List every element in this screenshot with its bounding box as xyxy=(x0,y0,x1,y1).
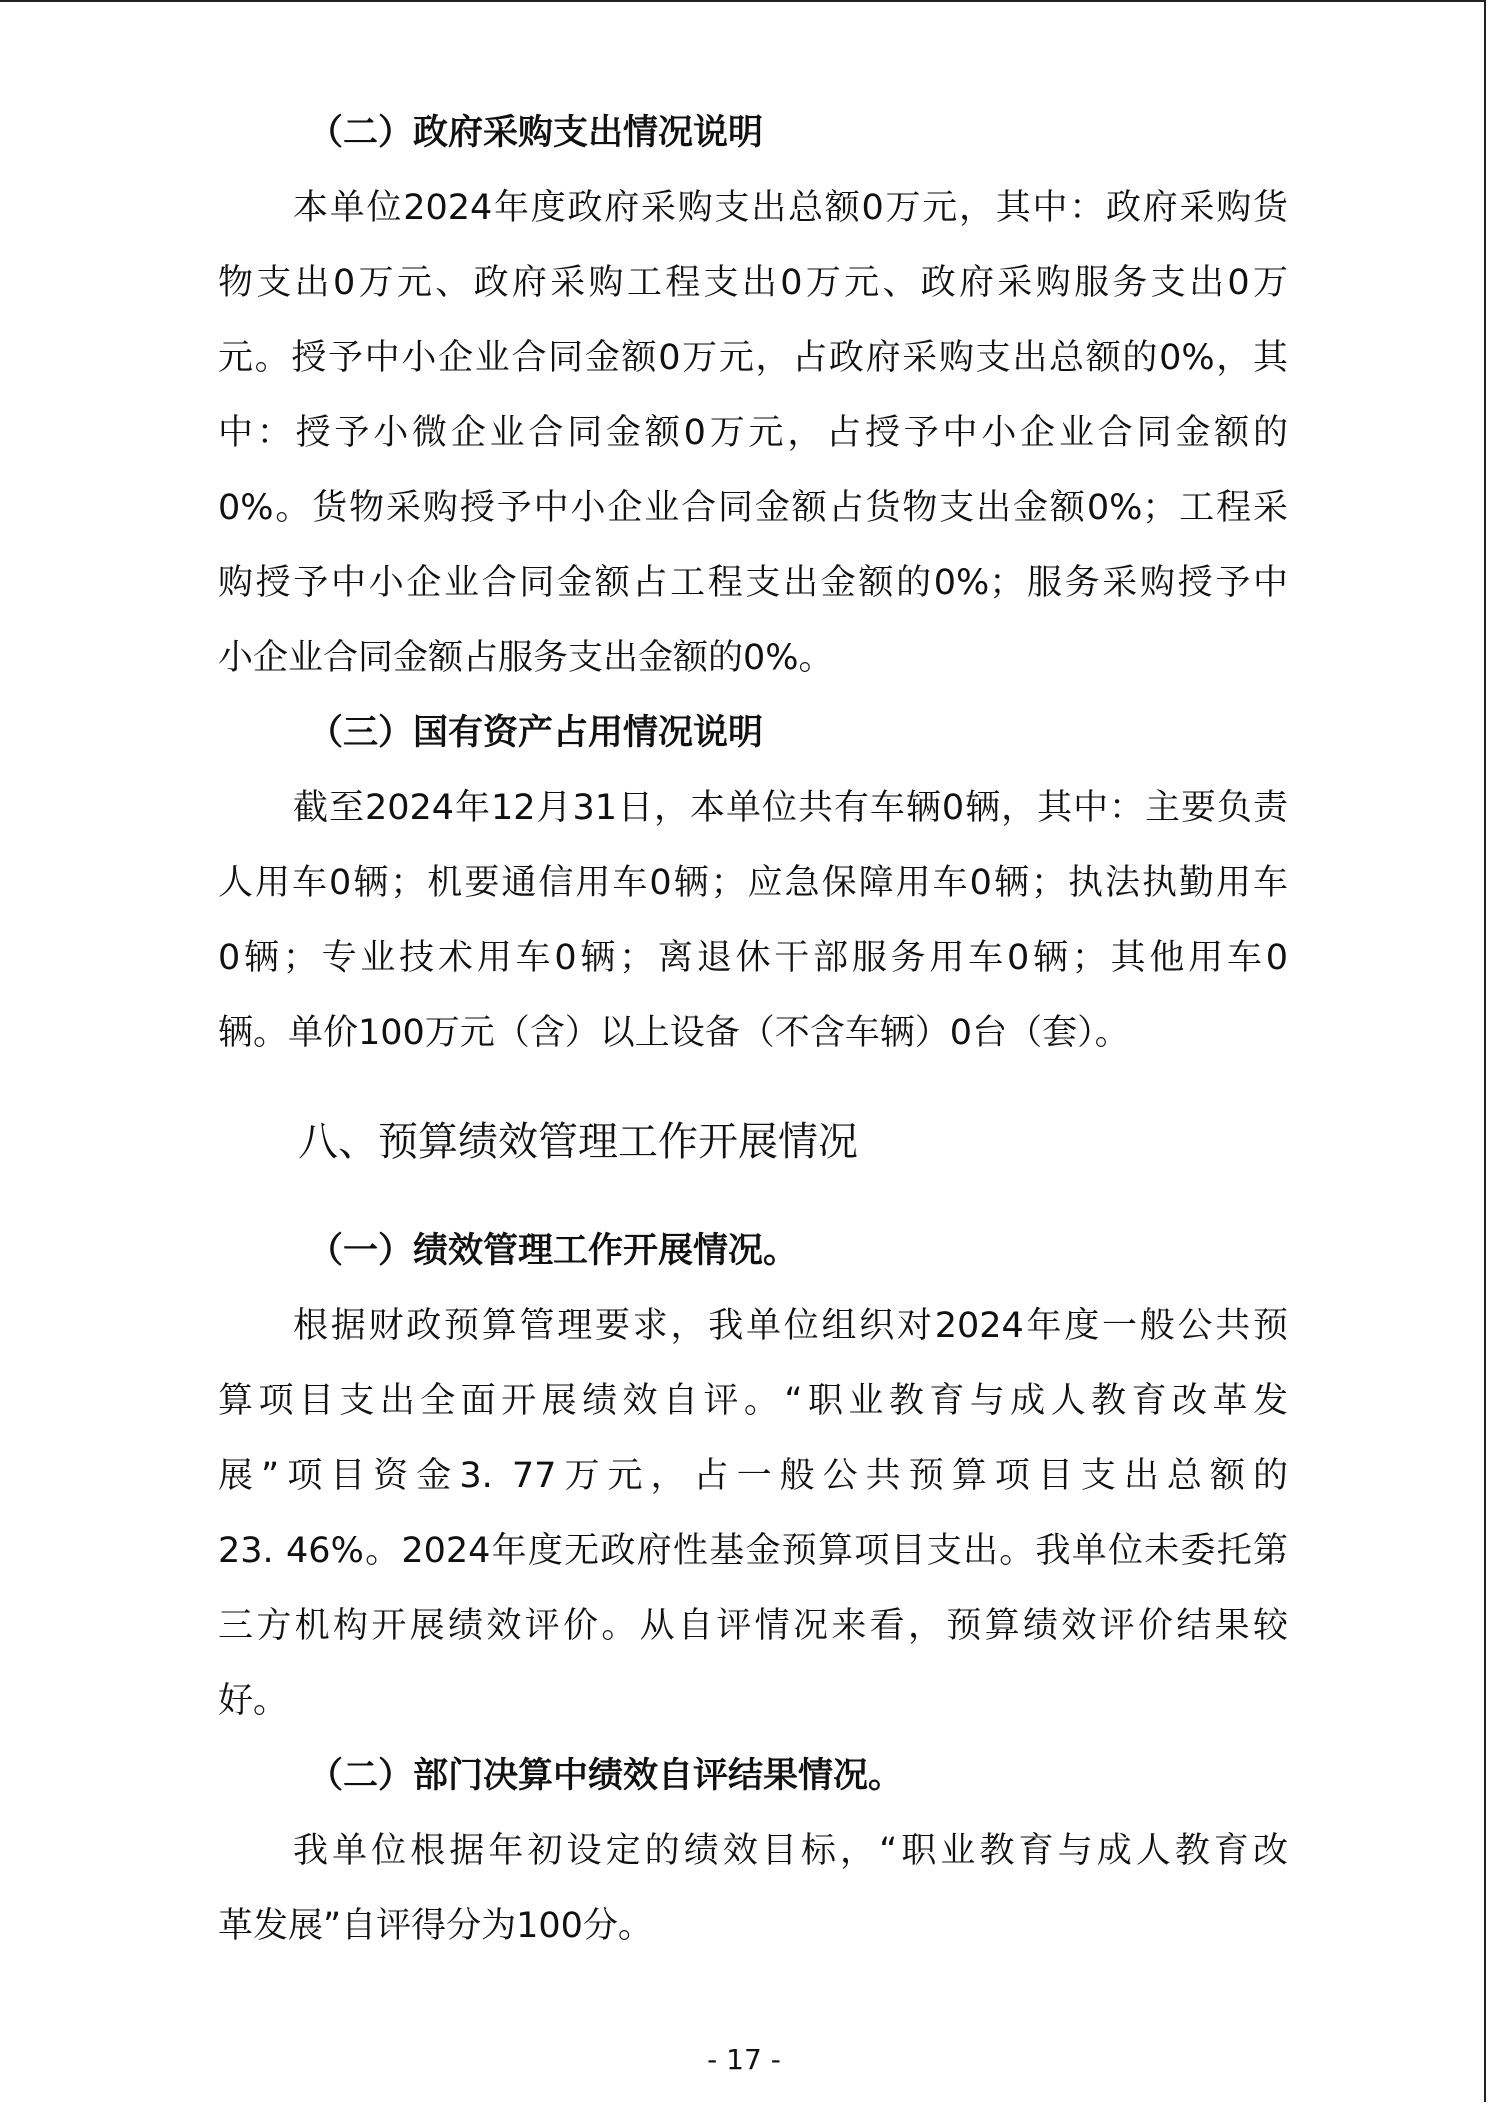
text-line: 元。授予中小企业合同金额0万元，占政府采购支出总额的0%，其 xyxy=(218,338,1288,378)
text-line: 革发展”自评得分为100分。 xyxy=(218,1906,653,1946)
heading-government-procurement: （二）政府采购支出情况说明 xyxy=(308,113,764,153)
paragraph-state-assets xyxy=(218,771,1288,1071)
text-line: 人用车0辆；机要通信用车0辆；应急保障用车0辆；执法执勤用车 xyxy=(218,863,1288,903)
text-line: 截至2024年12月31日，本单位共有车辆0辆，其中：主要负责 xyxy=(293,788,1288,828)
document-body xyxy=(218,96,1288,1964)
text-line: 购授予中小企业合同金额占工程支出金额的0%；服务采购授予中 xyxy=(218,563,1288,603)
paragraph-performance-work xyxy=(218,1289,1288,1739)
text-line: 本单位2024年度政府采购支出总额0万元，其中：政府采购货 xyxy=(293,188,1288,228)
text-line: 中：授予小微企业合同金额0万元，占授予中小企业合同金额的 xyxy=(218,413,1288,453)
heading-performance-work: （一）绩效管理工作开展情况。 xyxy=(308,1231,799,1271)
text-line: 我单位根据年初设定的绩效目标，“职业教育与成人教育改 xyxy=(293,1831,1288,1871)
text-line: 好。 xyxy=(218,1681,289,1721)
text-line: 展”项目资金3. 77万元，占一般公共预算项目支出总额的 xyxy=(218,1456,1288,1496)
text-line: 辆。单价100万元（含）以上设备（不含车辆）0台（套）。 xyxy=(218,1013,1130,1053)
paragraph-self-evaluation-results xyxy=(218,1814,1288,1964)
chapter-title-performance-management: 八、预算绩效管理工作开展情况 xyxy=(298,1119,858,1165)
text-line: 小企业合同金额占服务支出金额的0%。 xyxy=(218,638,834,678)
heading-self-evaluation-results: （二）部门决算中绩效自评结果情况。 xyxy=(308,1756,904,1796)
text-line: 23. 46%。2024年度无政府性基金预算项目支出。我单位未委托第 xyxy=(218,1531,1288,1571)
heading-state-assets: （三）国有资产占用情况说明 xyxy=(308,713,764,753)
text-line: 0辆；专业技术用车0辆；离退休干部服务用车0辆；其他用车0 xyxy=(218,938,1288,978)
page-number: - 17 - xyxy=(707,2043,781,2076)
text-line: 算项目支出全面开展绩效自评。“职业教育与成人教育改革发 xyxy=(218,1381,1288,1421)
text-line: 0%。货物采购授予中小企业合同金额占货物支出金额0%；工程采 xyxy=(218,488,1288,528)
text-line: 物支出0万元、政府采购工程支出0万元、政府采购服务支出0万 xyxy=(218,263,1288,303)
text-line: 三方机构开展绩效评价。从自评情况来看，预算绩效评价结果较 xyxy=(218,1606,1288,1646)
text-line: 根据财政预算管理要求，我单位组织对2024年度一般公共预 xyxy=(293,1306,1288,1346)
paragraph-government-procurement xyxy=(218,171,1288,696)
